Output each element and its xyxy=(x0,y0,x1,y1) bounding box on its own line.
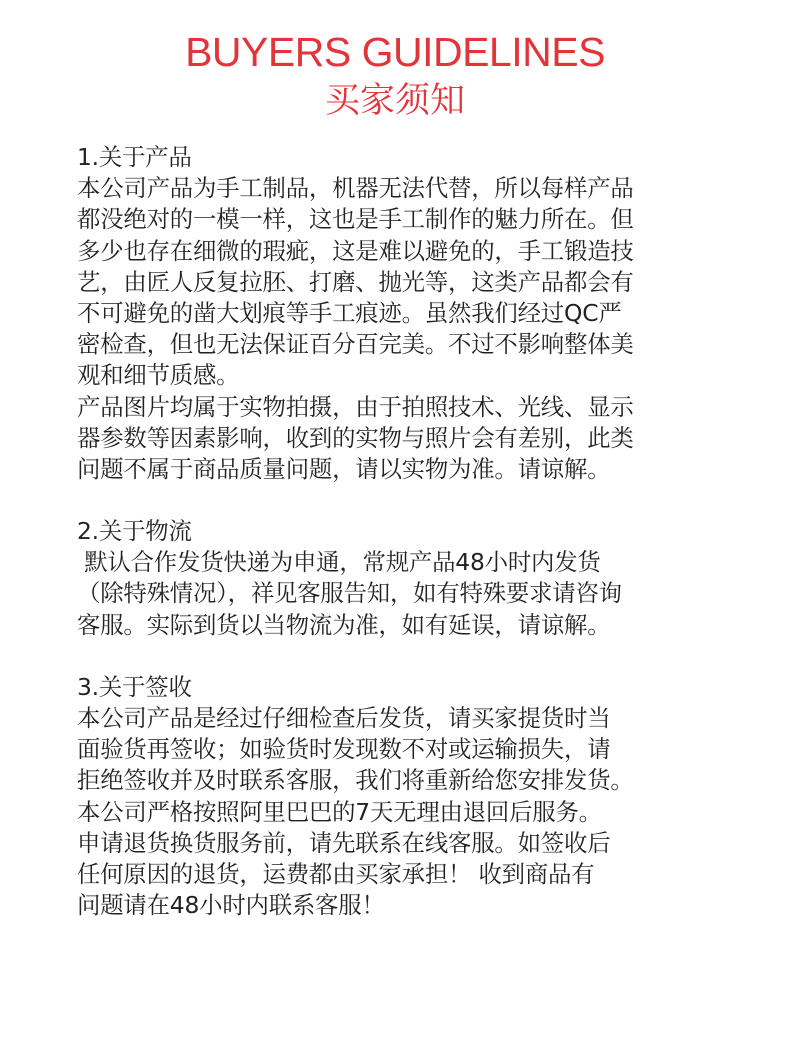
paragraph-line: 问题不属于商品质量问题，请以实物为准。请谅解。 xyxy=(77,454,611,483)
paragraph-line: 问题请在48小时内联系客服！ xyxy=(77,891,385,920)
paragraph-line: 客服。实际到货以当物流为准，如有延误，请谅解。 xyxy=(77,610,611,639)
paragraph-line: 多少也存在细微的瑕疵，这是难以避免的，手工锻造技 xyxy=(77,236,634,265)
section-logistics xyxy=(77,516,777,641)
paragraph-line: 观和细节质感。 xyxy=(77,361,240,390)
paragraph-line: （除特殊情况），祥见客服告知，如有特殊要求请咨询 xyxy=(77,579,622,608)
paragraph-line: 本公司产品为手工制品，机器无法代替，所以每样产品 xyxy=(77,174,634,203)
paragraph-line: 密检查，但也无法保证百分百完美。不过不影响整体美 xyxy=(77,330,634,359)
page-title-english: BUYERS GUIDELINES xyxy=(185,29,605,75)
paragraph-line: 任何原因的退货，运费都由买家承担！ 收到商品有 xyxy=(77,859,595,888)
section-heading: 1.关于产品 xyxy=(77,143,192,171)
page-title-chinese: 买家须知 xyxy=(324,81,465,121)
paragraph-line: 拒绝签收并及时联系客服，我们将重新给您安排发货。 xyxy=(77,766,634,795)
guidelines-content xyxy=(77,142,777,921)
paragraph-line: 默认合作发货快递为申通，常规产品48小时内发货 xyxy=(77,548,601,577)
paragraph-line: 不可避免的凿大划痕等手工痕迹。虽然我们经过QC严 xyxy=(77,298,622,327)
paragraph-line: 器参数等因素影响，收到的实物与照片会有差别，此类 xyxy=(77,423,634,452)
section-heading: 3.关于签收 xyxy=(77,672,192,701)
section-receipt xyxy=(77,672,777,922)
paragraph-line: 申请退货换货服务前，请先联系在线客服。如签收后 xyxy=(77,828,611,857)
paragraph-line: 都没绝对的一模一样，这也是手工制作的魅力所在。但 xyxy=(77,205,634,234)
paragraph-line: 艺，由匠人反复拉胚、打磨、抛光等，这类产品都会有 xyxy=(77,267,634,296)
paragraph-line: 产品图片均属于实物拍摄，由于拍照技术、光线、显示 xyxy=(77,392,634,421)
section-heading: 2.关于物流 xyxy=(77,517,192,546)
paragraph-line: 本公司产品是经过仔细检查后发货，请买家提货时当 xyxy=(77,704,611,732)
paragraph-line: 本公司严格按照阿里巴巴的7天无理由退回后服务。 xyxy=(77,797,602,826)
section-products xyxy=(77,142,777,485)
paragraph-line: 面验货再签收；如验货时发现数不对或运输损失，请 xyxy=(77,735,611,764)
